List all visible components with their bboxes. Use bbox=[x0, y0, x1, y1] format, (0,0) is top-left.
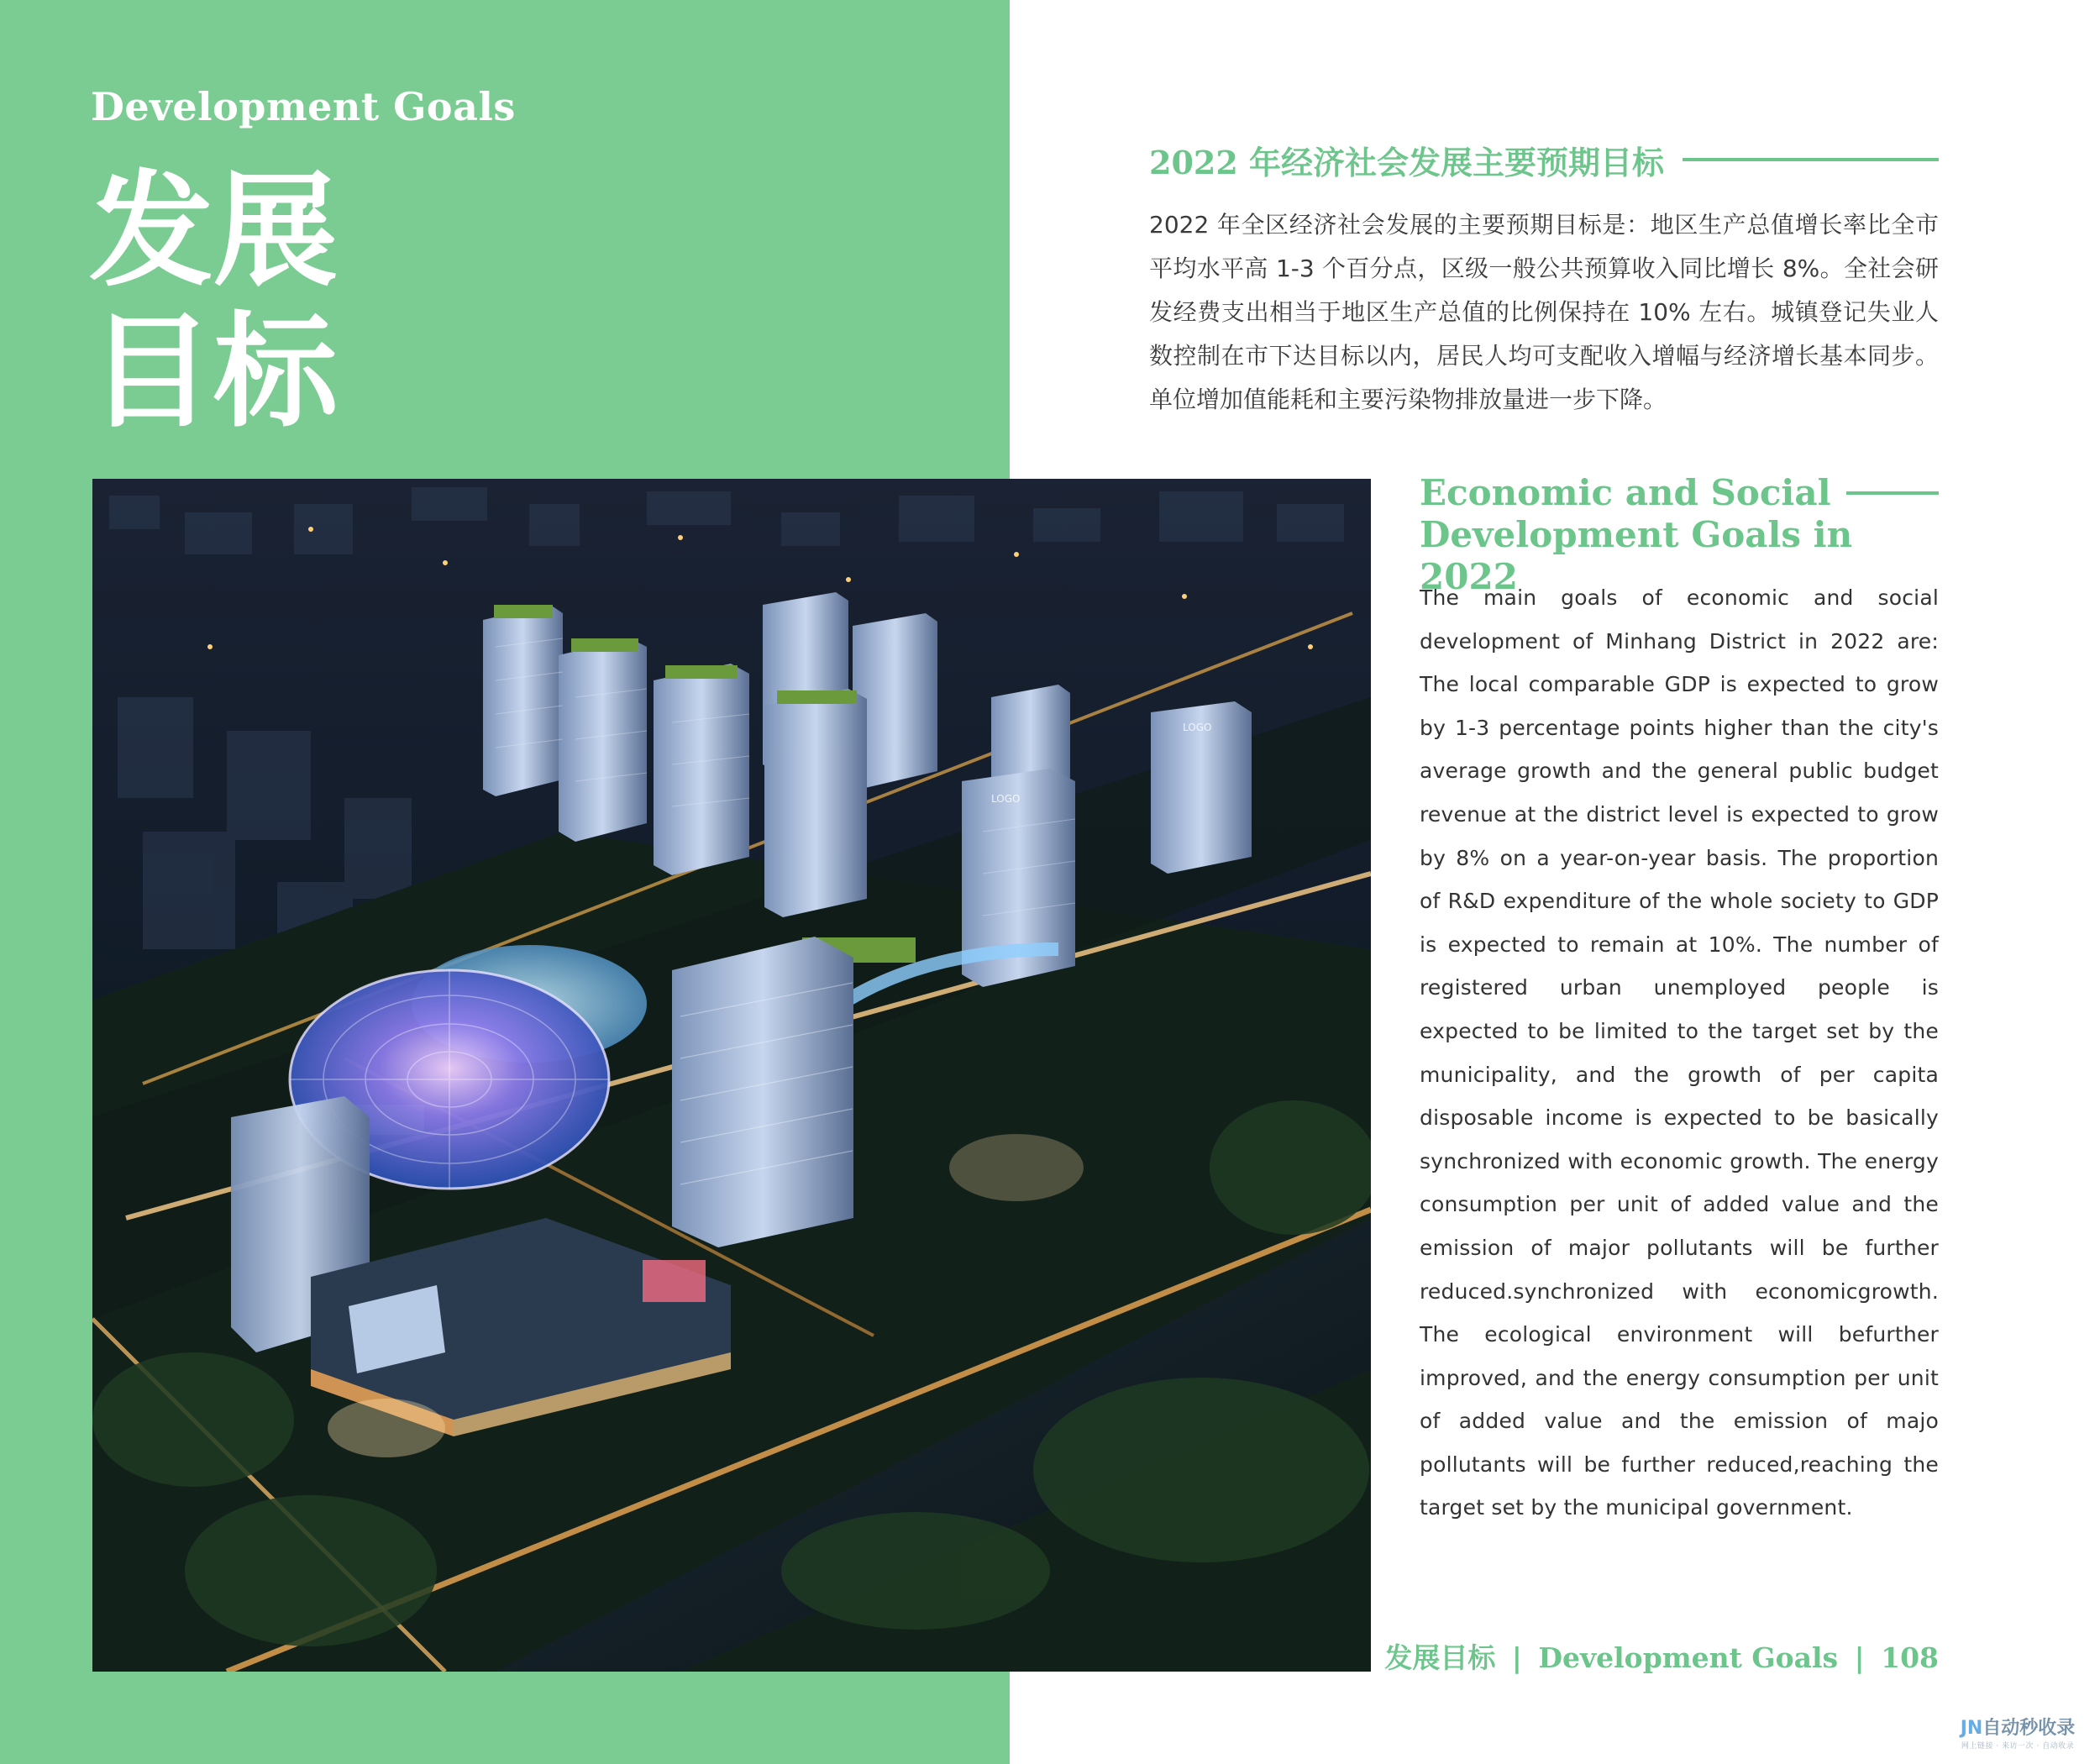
footer-separator-2: | bbox=[1854, 1641, 1865, 1674]
watermark-text: 自动秒收录 bbox=[1982, 1718, 2076, 1739]
cn-heading-text: 2022 年经济社会发展主要预期目标 bbox=[1149, 143, 1664, 181]
footer-en-label: Development Goals bbox=[1538, 1641, 1839, 1674]
page-title-line-1: 发展 bbox=[89, 157, 338, 303]
page-footer bbox=[1384, 1636, 1939, 1676]
en-heading-line-2: Development Goals in 2022 bbox=[1420, 514, 1853, 597]
footer-cn-label: 发展目标 bbox=[1384, 1641, 1496, 1674]
en-heading-rule bbox=[1846, 491, 1939, 495]
aerial-rendering-illustration bbox=[92, 479, 1371, 1672]
tower-logo-sign: LOGO bbox=[1183, 722, 1212, 733]
aerial-night-rendering bbox=[92, 479, 1371, 1672]
cn-section-heading bbox=[1149, 134, 1939, 185]
watermark-subtext: 网上链接 · 来访一次 · 自动收录 bbox=[1961, 1742, 2075, 1751]
en-section-body: The main goals of economic and social development of Minhang District in 2022 are: The local comparable GDP is expected to grow by 1-3 percentage points higher than the city's average growth and the general public budget revenue at the district level is expected to grow by 8% on a year-on-year basis. The proportion of R&D expenditure of the whole society to GDP is expected to remain at 10%. The number of registered urban unemployed people is expected to be limited to the target set by the municipality, and the growth of per capita disposable income is expected to be basically synchronized with economic growth. The energy consumption per unit of added value and the emission of major pollutants will be further reduced.synchronized with economicgrowth. The ecological environment will befurther improved, and the energy consumption per unit of added value and the emission of majo pollutants will be further reduced,reaching the target set by the municipal government. bbox=[1420, 585, 1939, 1520]
footer-separator-1: | bbox=[1511, 1641, 1522, 1674]
en-heading-line-1: Economic and Social bbox=[1420, 472, 1831, 513]
page-title bbox=[89, 157, 358, 444]
cn-section-body: 2022 年全区经济社会发展的主要预期目标是：地区生产总值增长率比全市平均水平高 1-3 个百分点，区级一般公共预算收入同比增长 8%。全社会研发经费支出相当于地区生产总值的比例保持在 10% 左右。城镇登记失业人数控制在市下达目标以内，居民人均可支配收入增幅与经济增长基本同步。单位增加值能耗和主要污染物排放量进一步下降。 bbox=[1149, 211, 1939, 413]
page-title-line-2: 目标 bbox=[89, 298, 338, 444]
watermark-logo-icon: JN bbox=[1960, 1718, 1983, 1739]
eyebrow-title: Development Goals bbox=[91, 84, 516, 129]
watermark bbox=[1950, 1714, 2085, 1751]
page-number: 108 bbox=[1881, 1641, 1939, 1674]
tower-logo-sign-2: LOGO bbox=[991, 793, 1021, 805]
cn-heading-rule bbox=[1683, 158, 1939, 161]
